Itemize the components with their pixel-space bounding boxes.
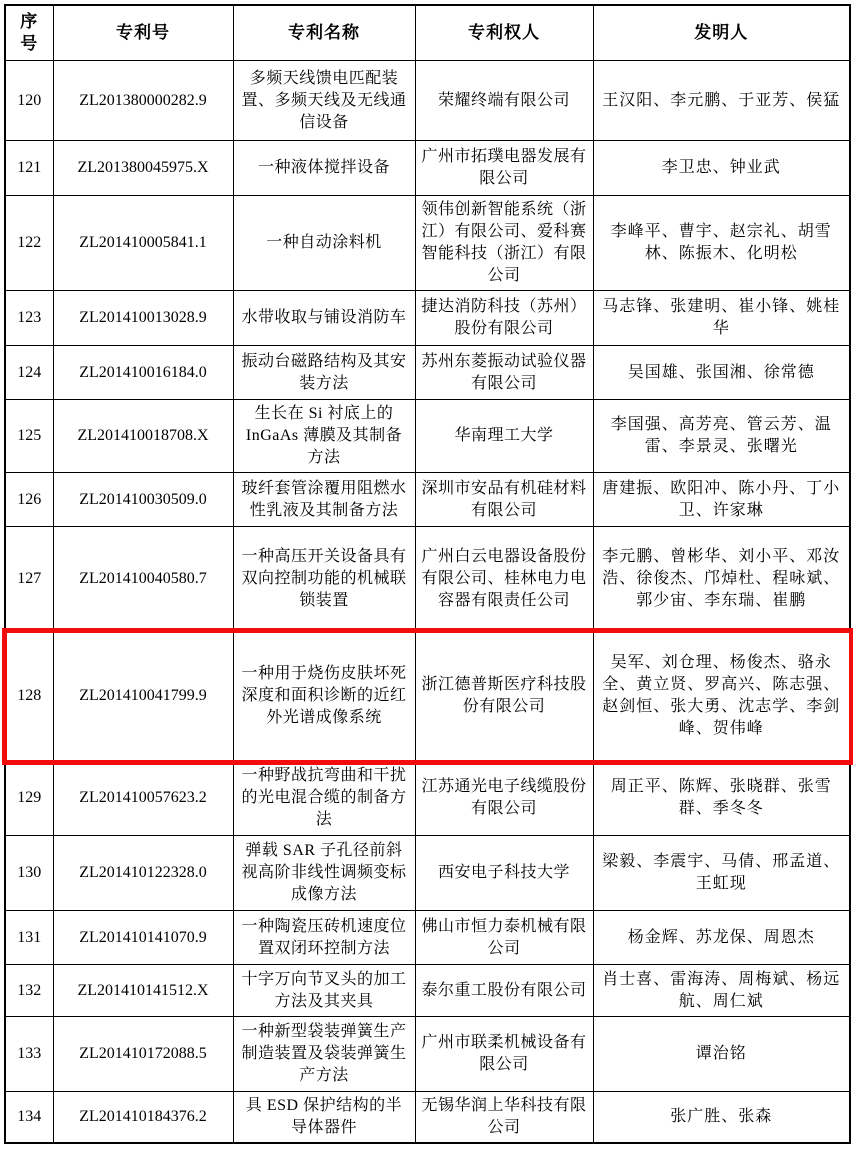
table-row — [5, 1017, 850, 1092]
cell-serial: 121 — [5, 141, 53, 196]
cell-patent-number: ZL201410141070.9 — [53, 911, 233, 965]
header-patentee — [415, 5, 593, 61]
cell-inventors: 周正平、陈辉、张晓群、张雪群、季冬冬 — [593, 761, 850, 836]
table-row — [5, 1092, 850, 1144]
table-row — [5, 836, 850, 911]
cell-patent-title: 一种高压开关设备具有双向控制功能的机械联锁装置 — [233, 527, 415, 631]
cell-inventors: 吴军、刘仓理、杨俊杰、骆永全、黄立贤、罗高兴、陈志强、赵剑恒、张大勇、沈志学、李剑峰、贺伟峰 — [593, 631, 850, 761]
cell-serial: 127 — [5, 527, 53, 631]
cell-serial: 128 — [5, 631, 53, 761]
cell-patentee: 捷达消防科技（苏州）股份有限公司 — [415, 291, 593, 346]
cell-inventors: 李元鹏、曾彬华、刘小平、邓汝浩、徐俊杰、邝焯杜、程咏斌、郭少宙、李东瑞、崔鹏 — [593, 527, 850, 631]
table-row — [5, 911, 850, 965]
table-row — [5, 965, 850, 1017]
cell-patentee: 泰尔重工股份有限公司 — [415, 965, 593, 1017]
table-row — [5, 346, 850, 400]
cell-patent-number: ZL201380000282.9 — [53, 61, 233, 141]
header-row — [5, 5, 850, 61]
cell-patent-title: 一种陶瓷压砖机速度位置双闭环控制方法 — [233, 911, 415, 965]
cell-inventors: 唐建振、欧阳冲、陈小丹、丁小卫、许家琳 — [593, 473, 850, 527]
cell-patent-title: 一种野战抗弯曲和干扰的光电混合缆的制备方法 — [233, 761, 415, 836]
table-row — [5, 61, 850, 141]
cell-patentee: 领伟创新智能系统（浙江）有限公司、爱科赛智能科技（浙江）有限公司 — [415, 196, 593, 291]
cell-patent-title: 多频天线馈电匹配装置、多频天线及无线通信设备 — [233, 61, 415, 141]
cell-patentee: 苏州东菱振动试验仪器有限公司 — [415, 346, 593, 400]
table-body — [5, 61, 850, 1144]
header-serial — [5, 5, 53, 61]
header-patent-number-label: 专利号 — [116, 23, 170, 42]
cell-patent-number: ZL201410172088.5 — [53, 1017, 233, 1092]
patent-table — [4, 4, 851, 1144]
header-patent-title — [233, 5, 415, 61]
table-row — [5, 473, 850, 527]
cell-patent-number: ZL201410013028.9 — [53, 291, 233, 346]
cell-serial: 123 — [5, 291, 53, 346]
cell-patentee: 西安电子科技大学 — [415, 836, 593, 911]
header-patent-title-label: 专利名称 — [288, 23, 360, 42]
header-serial-label: 序号 — [20, 12, 39, 53]
cell-inventors: 李国强、高芳亮、管云芳、温雷、李景灵、张曙光 — [593, 400, 850, 473]
cell-inventors: 杨金辉、苏龙保、周恩杰 — [593, 911, 850, 965]
header-inventors-label: 发明人 — [694, 23, 749, 42]
cell-patent-number: ZL201380045975.X — [53, 141, 233, 196]
header-inventors — [593, 5, 850, 61]
cell-patent-number: ZL201410141512.X — [53, 965, 233, 1017]
cell-patent-title: 一种自动涂料机 — [233, 196, 415, 291]
cell-serial: 122 — [5, 196, 53, 291]
cell-inventors: 吴国雄、张国湘、徐常德 — [593, 346, 850, 400]
cell-patent-title: 生长在 Si 衬底上的 InGaAs 薄膜及其制备方法 — [233, 400, 415, 473]
cell-patent-number: ZL201410122328.0 — [53, 836, 233, 911]
cell-patentee: 华南理工大学 — [415, 400, 593, 473]
cell-serial: 134 — [5, 1092, 53, 1144]
cell-serial: 130 — [5, 836, 53, 911]
header-patentee-label: 专利权人 — [468, 23, 540, 42]
cell-inventors: 梁毅、李震宇、马倩、邢孟道、王虹现 — [593, 836, 850, 911]
cell-patent-number: ZL201410018708.X — [53, 400, 233, 473]
cell-patentee: 广州市拓璞电器发展有限公司 — [415, 141, 593, 196]
table-row — [5, 400, 850, 473]
cell-patent-number: ZL201410041799.9 — [53, 631, 233, 761]
cell-serial: 125 — [5, 400, 53, 473]
cell-patent-number: ZL201410057623.2 — [53, 761, 233, 836]
cell-inventors: 张广胜、张森 — [593, 1092, 850, 1144]
cell-patent-title: 水带收取与铺设消防车 — [233, 291, 415, 346]
cell-serial: 120 — [5, 61, 53, 141]
cell-patentee: 江苏通光电子线缆股份有限公司 — [415, 761, 593, 836]
cell-patentee: 浙江德普斯医疗科技股份有限公司 — [415, 631, 593, 761]
cell-patent-title: 玻纤套管涂覆用阻燃水性乳液及其制备方法 — [233, 473, 415, 527]
table-row — [5, 291, 850, 346]
cell-serial: 133 — [5, 1017, 53, 1092]
cell-patent-title: 十字万向节叉头的加工方法及其夹具 — [233, 965, 415, 1017]
cell-patentee: 无锡华润上华科技有限公司 — [415, 1092, 593, 1144]
highlighted-table-row — [5, 631, 850, 761]
cell-serial: 131 — [5, 911, 53, 965]
cell-patent-number: ZL201410016184.0 — [53, 346, 233, 400]
cell-patent-title: 一种液体搅拌设备 — [233, 141, 415, 196]
cell-patent-number: ZL201410040580.7 — [53, 527, 233, 631]
table-row — [5, 196, 850, 291]
cell-patent-title: 具 ESD 保护结构的半导体器件 — [233, 1092, 415, 1144]
cell-patent-title: 振动台磁路结构及其安装方法 — [233, 346, 415, 400]
cell-patentee: 广州白云电器设备股份有限公司、桂林电力电容器有限责任公司 — [415, 527, 593, 631]
cell-patentee: 广州市联柔机械设备有限公司 — [415, 1017, 593, 1092]
cell-patent-number: ZL201410005841.1 — [53, 196, 233, 291]
cell-inventors: 马志锋、张建明、崔小锋、姚桂华 — [593, 291, 850, 346]
cell-inventors: 李峰平、曹宇、赵宗礼、胡雪林、陈振木、化明松 — [593, 196, 850, 291]
cell-serial: 132 — [5, 965, 53, 1017]
cell-inventors: 谭治铭 — [593, 1017, 850, 1092]
cell-inventors: 王汉阳、李元鹏、于亚芳、侯猛 — [593, 61, 850, 141]
cell-patentee: 佛山市恒力泰机械有限公司 — [415, 911, 593, 965]
cell-serial: 126 — [5, 473, 53, 527]
table-row — [5, 141, 850, 196]
cell-patent-number: ZL201410184376.2 — [53, 1092, 233, 1144]
cell-patent-number: ZL201410030509.0 — [53, 473, 233, 527]
cell-patentee: 深圳市安品有机硅材料有限公司 — [415, 473, 593, 527]
cell-patentee: 荣耀终端有限公司 — [415, 61, 593, 141]
cell-patent-title: 一种新型袋装弹簧生产制造装置及袋装弹簧生产方法 — [233, 1017, 415, 1092]
table-row — [5, 527, 850, 631]
cell-inventors: 李卫忠、钟业武 — [593, 141, 850, 196]
header-patent-number — [53, 5, 233, 61]
cell-serial: 124 — [5, 346, 53, 400]
cell-inventors: 肖士喜、雷海涛、周梅斌、杨远航、周仁斌 — [593, 965, 850, 1017]
table-row — [5, 761, 850, 836]
cell-patent-title: 弹载 SAR 子孔径前斜视高阶非线性调频变标成像方法 — [233, 836, 415, 911]
cell-patent-title: 一种用于烧伤皮肤坏死深度和面积诊断的近红外光谱成像系统 — [233, 631, 415, 761]
cell-serial: 129 — [5, 761, 53, 836]
